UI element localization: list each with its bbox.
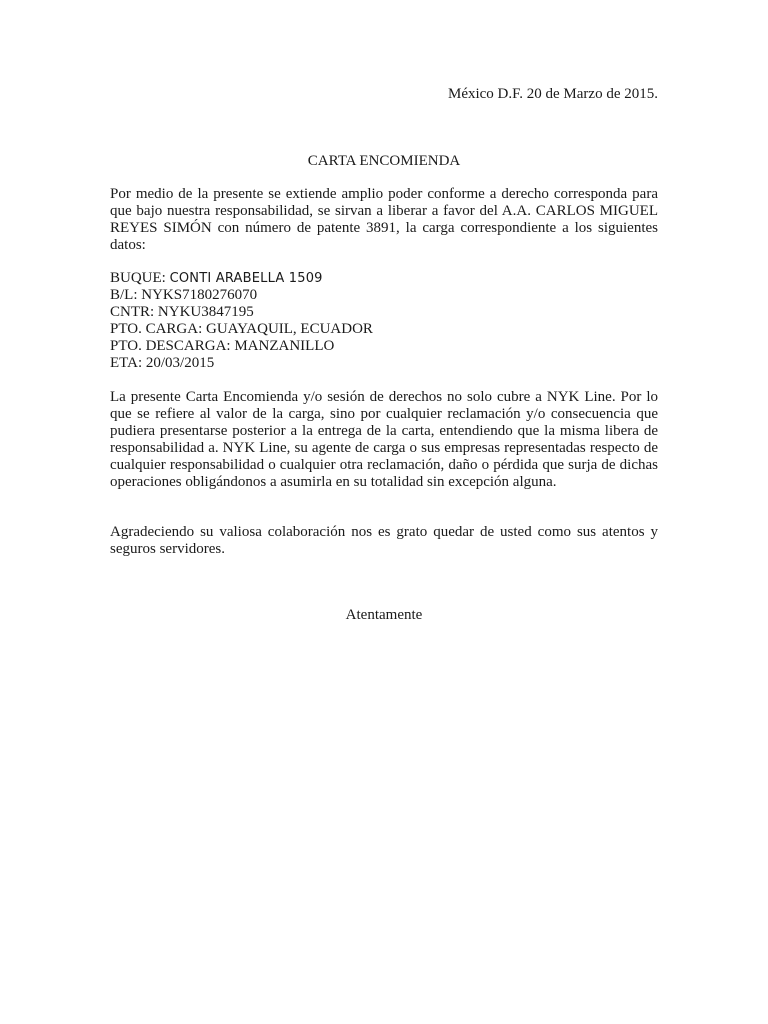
detail-bl: B/L: NYKS7180276070 [110,287,258,303]
letter-title: CARTA ENCOMIENDA [307,153,461,169]
buque-value: CONTI ARABELLA 1509 [169,271,323,286]
detail-pto-carga: PTO. CARGA: GUAYAQUIL, ECUADOR [110,321,373,337]
intro-paragraph: Por medio de la presente se extiende amplio poder conforme a derecho corresponda para que bajo nuestra responsabilidad, se sirvan a liberar a favor del A.A. CARLOS MIGUEL REYES SIMÓN con número de patente 3891, la carga correspondiente a los siguientes datos: [110,186,658,253]
detail-pto-descarga: PTO. DESCARGA: MANZANILLO [110,338,335,354]
closing-line: Atentamente [345,607,423,623]
buque-label: BUQUE: [110,270,170,286]
date-line: México D.F. 20 de Marzo de 2015. [447,86,658,102]
shipment-details [110,270,658,372]
liability-paragraph: La presente Carta Encomienda y/o sesión de derechos no solo cubre a NYK Line. Por lo que se refiere al valor de la carga, sino por cualquier reclamación y/o consecuencia que pudiera presentarse posterior a la entrega de la carta, entendiendo que la misma libera de responsabilidad a. NYK Line, su agente de carga o sus empresas representadas respecto de cualquier responsabilidad o cualquier otra reclamación, daño o pérdida que surja de dichas operaciones obligándonos a asumirla en su totalidad sin excepción alguna. [110,389,658,490]
detail-eta: ETA: 20/03/2015 [110,355,215,371]
detail-cntr: CNTR: NYKU3847195 [110,304,254,320]
detail-buque [110,270,658,287]
thanks-paragraph: Agradeciendo su valiosa colaboración nos es grato quedar de usted como sus atentos y seguros servidores. [110,524,658,557]
